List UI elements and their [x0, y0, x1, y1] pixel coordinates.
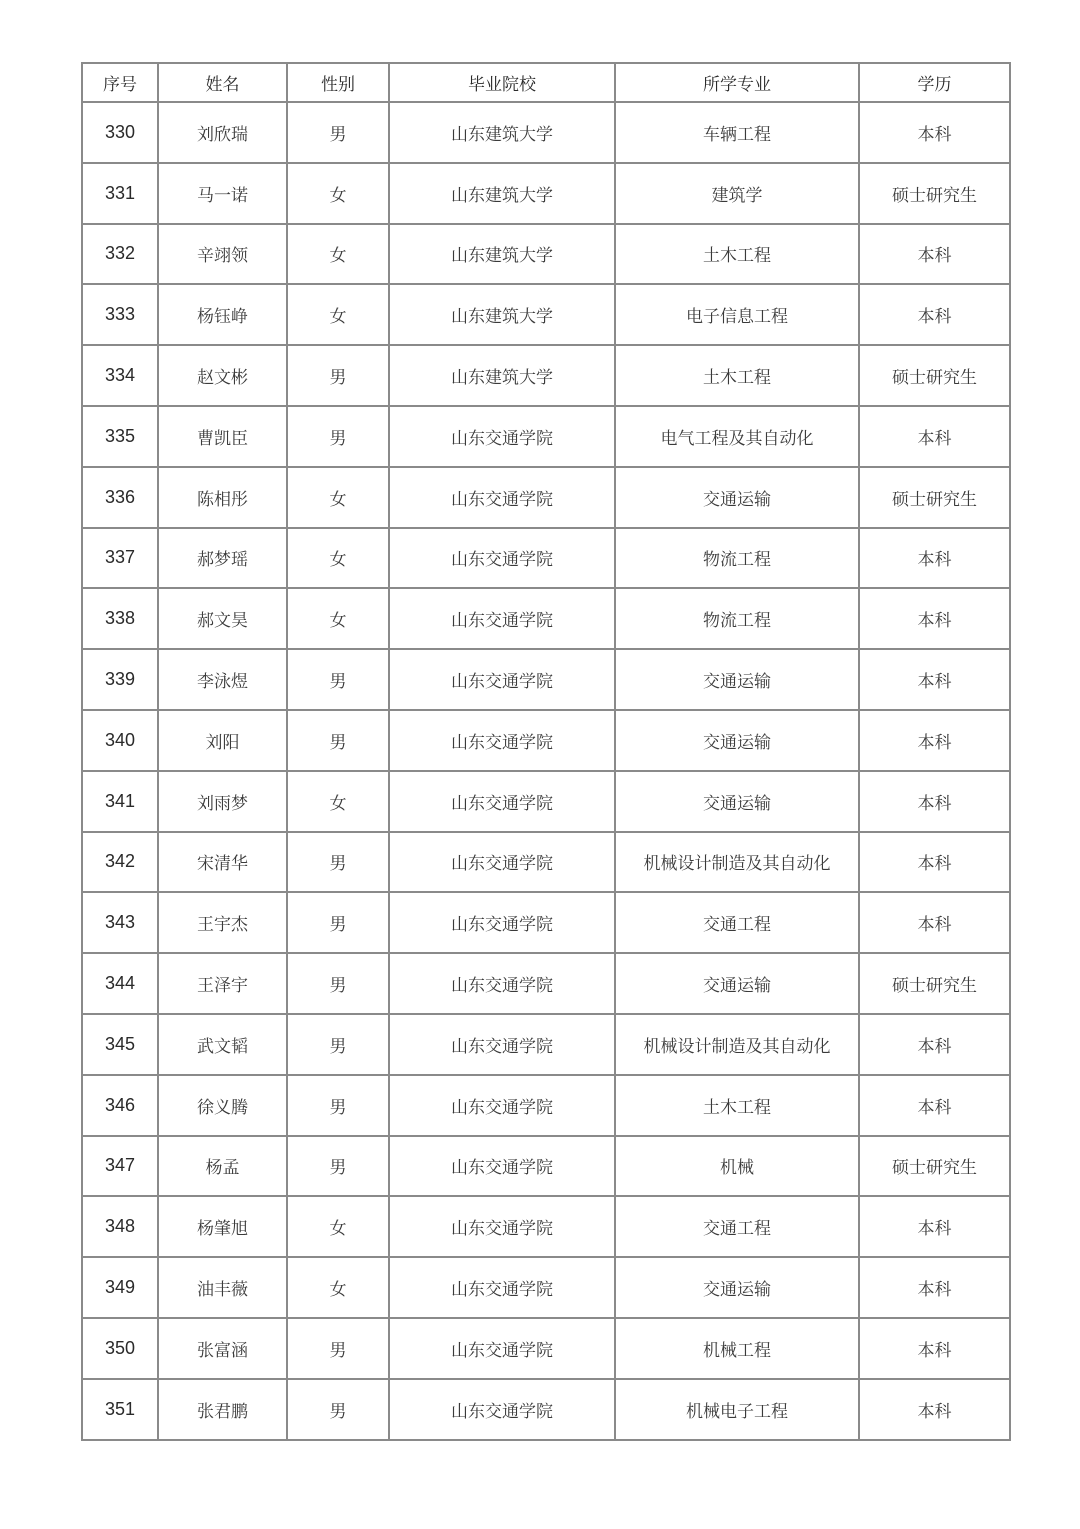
cell-serial-number: 345 — [82, 1014, 158, 1075]
cell-serial-number: 349 — [82, 1257, 158, 1318]
cell-major: 机械工程 — [615, 1318, 859, 1379]
cell-major: 土木工程 — [615, 345, 859, 406]
cell-serial-number: 334 — [82, 345, 158, 406]
cell-serial-number: 337 — [82, 528, 158, 589]
cell-graduate-school: 山东交通学院 — [389, 892, 615, 953]
cell-gender: 男 — [287, 1075, 389, 1136]
cell-education: 本科 — [859, 892, 1010, 953]
cell-name: 马一诺 — [158, 163, 287, 224]
table-row — [82, 224, 1010, 285]
graduate-roster-table — [81, 62, 1011, 1441]
cell-education: 硕士研究生 — [859, 1136, 1010, 1197]
table-row — [82, 1014, 1010, 1075]
cell-serial-number: 343 — [82, 892, 158, 953]
cell-graduate-school: 山东建筑大学 — [389, 163, 615, 224]
cell-gender: 男 — [287, 1379, 389, 1440]
cell-major: 交通运输 — [615, 1257, 859, 1318]
cell-gender: 男 — [287, 892, 389, 953]
cell-graduate-school: 山东建筑大学 — [389, 224, 615, 285]
header-major: 所学专业 — [615, 63, 859, 102]
cell-serial-number: 339 — [82, 649, 158, 710]
cell-gender: 女 — [287, 771, 389, 832]
cell-name: 李泳煜 — [158, 649, 287, 710]
cell-graduate-school: 山东交通学院 — [389, 588, 615, 649]
cell-major: 物流工程 — [615, 588, 859, 649]
cell-education: 硕士研究生 — [859, 467, 1010, 528]
cell-gender: 女 — [287, 528, 389, 589]
cell-major: 交通运输 — [615, 710, 859, 771]
cell-graduate-school: 山东交通学院 — [389, 1136, 615, 1197]
cell-gender: 男 — [287, 832, 389, 893]
cell-name: 辛翊领 — [158, 224, 287, 285]
cell-major: 交通工程 — [615, 1196, 859, 1257]
cell-gender: 女 — [287, 1257, 389, 1318]
cell-gender: 女 — [287, 163, 389, 224]
header-name: 姓名 — [158, 63, 287, 102]
cell-name: 陈相彤 — [158, 467, 287, 528]
cell-name: 刘欣瑞 — [158, 102, 287, 163]
cell-education: 本科 — [859, 284, 1010, 345]
cell-graduate-school: 山东交通学院 — [389, 1196, 615, 1257]
cell-major: 电气工程及其自动化 — [615, 406, 859, 467]
cell-name: 武文韬 — [158, 1014, 287, 1075]
cell-major: 交通运输 — [615, 953, 859, 1014]
cell-education: 本科 — [859, 1257, 1010, 1318]
cell-major: 车辆工程 — [615, 102, 859, 163]
cell-education: 硕士研究生 — [859, 163, 1010, 224]
cell-serial-number: 346 — [82, 1075, 158, 1136]
table-row — [82, 832, 1010, 893]
table-row — [82, 467, 1010, 528]
table-row — [82, 1136, 1010, 1197]
cell-name: 徐义腾 — [158, 1075, 287, 1136]
cell-name: 杨钰峥 — [158, 284, 287, 345]
header-serial-number: 序号 — [82, 63, 158, 102]
table-row — [82, 892, 1010, 953]
cell-education: 本科 — [859, 832, 1010, 893]
cell-name: 张君鹏 — [158, 1379, 287, 1440]
table-row — [82, 771, 1010, 832]
cell-major: 机械设计制造及其自动化 — [615, 1014, 859, 1075]
header-gender: 性别 — [287, 63, 389, 102]
cell-name: 刘阳 — [158, 710, 287, 771]
cell-major: 交通运输 — [615, 771, 859, 832]
cell-gender: 男 — [287, 1014, 389, 1075]
cell-education: 硕士研究生 — [859, 345, 1010, 406]
table-row — [82, 163, 1010, 224]
cell-name: 宋清华 — [158, 832, 287, 893]
cell-major: 建筑学 — [615, 163, 859, 224]
cell-major: 交通工程 — [615, 892, 859, 953]
cell-education: 本科 — [859, 649, 1010, 710]
cell-serial-number: 351 — [82, 1379, 158, 1440]
cell-education: 本科 — [859, 1379, 1010, 1440]
cell-education: 本科 — [859, 102, 1010, 163]
cell-serial-number: 340 — [82, 710, 158, 771]
table-row — [82, 710, 1010, 771]
cell-serial-number: 330 — [82, 102, 158, 163]
cell-serial-number: 333 — [82, 284, 158, 345]
cell-major: 机械 — [615, 1136, 859, 1197]
table-row — [82, 953, 1010, 1014]
cell-graduate-school: 山东交通学院 — [389, 406, 615, 467]
cell-gender: 女 — [287, 284, 389, 345]
cell-serial-number: 338 — [82, 588, 158, 649]
cell-education: 硕士研究生 — [859, 953, 1010, 1014]
table-row — [82, 102, 1010, 163]
table-row — [82, 1257, 1010, 1318]
cell-graduate-school: 山东建筑大学 — [389, 345, 615, 406]
cell-gender: 女 — [287, 588, 389, 649]
cell-graduate-school: 山东交通学院 — [389, 1318, 615, 1379]
cell-education: 本科 — [859, 588, 1010, 649]
cell-graduate-school: 山东交通学院 — [389, 710, 615, 771]
cell-serial-number: 335 — [82, 406, 158, 467]
cell-name: 杨孟 — [158, 1136, 287, 1197]
cell-gender: 女 — [287, 467, 389, 528]
cell-name: 曹凯臣 — [158, 406, 287, 467]
cell-gender: 男 — [287, 102, 389, 163]
cell-education: 本科 — [859, 710, 1010, 771]
cell-major: 交通运输 — [615, 467, 859, 528]
cell-serial-number: 336 — [82, 467, 158, 528]
cell-education: 本科 — [859, 1075, 1010, 1136]
cell-serial-number: 331 — [82, 163, 158, 224]
cell-education: 本科 — [859, 1196, 1010, 1257]
cell-name: 油丰薇 — [158, 1257, 287, 1318]
cell-graduate-school: 山东交通学院 — [389, 953, 615, 1014]
cell-major: 交通运输 — [615, 649, 859, 710]
cell-major: 土木工程 — [615, 224, 859, 285]
cell-graduate-school: 山东交通学院 — [389, 467, 615, 528]
cell-graduate-school: 山东建筑大学 — [389, 284, 615, 345]
cell-gender: 男 — [287, 953, 389, 1014]
cell-name: 张富涵 — [158, 1318, 287, 1379]
table-row — [82, 1196, 1010, 1257]
table-row — [82, 588, 1010, 649]
cell-name: 郝文昊 — [158, 588, 287, 649]
table-row — [82, 1075, 1010, 1136]
cell-name: 杨肇旭 — [158, 1196, 287, 1257]
cell-name: 郝梦瑶 — [158, 528, 287, 589]
cell-education: 本科 — [859, 771, 1010, 832]
cell-gender: 男 — [287, 649, 389, 710]
header-education: 学历 — [859, 63, 1010, 102]
cell-gender: 男 — [287, 1136, 389, 1197]
cell-graduate-school: 山东交通学院 — [389, 528, 615, 589]
cell-graduate-school: 山东交通学院 — [389, 649, 615, 710]
cell-serial-number: 350 — [82, 1318, 158, 1379]
cell-education: 本科 — [859, 528, 1010, 589]
cell-gender: 女 — [287, 224, 389, 285]
cell-graduate-school: 山东交通学院 — [389, 832, 615, 893]
cell-gender: 男 — [287, 406, 389, 467]
cell-serial-number: 348 — [82, 1196, 158, 1257]
table-row — [82, 528, 1010, 589]
cell-major: 物流工程 — [615, 528, 859, 589]
cell-graduate-school: 山东交通学院 — [389, 771, 615, 832]
cell-education: 本科 — [859, 406, 1010, 467]
table-row — [82, 345, 1010, 406]
cell-education: 本科 — [859, 1318, 1010, 1379]
table-row — [82, 1379, 1010, 1440]
cell-graduate-school: 山东建筑大学 — [389, 102, 615, 163]
table-row — [82, 1318, 1010, 1379]
table-header-row — [82, 63, 1010, 102]
cell-major: 机械设计制造及其自动化 — [615, 832, 859, 893]
cell-gender: 男 — [287, 1318, 389, 1379]
cell-graduate-school: 山东交通学院 — [389, 1257, 615, 1318]
cell-graduate-school: 山东交通学院 — [389, 1014, 615, 1075]
cell-serial-number: 342 — [82, 832, 158, 893]
cell-name: 刘雨梦 — [158, 771, 287, 832]
cell-major: 土木工程 — [615, 1075, 859, 1136]
cell-graduate-school: 山东交通学院 — [389, 1075, 615, 1136]
cell-major: 机械电子工程 — [615, 1379, 859, 1440]
cell-name: 王宇杰 — [158, 892, 287, 953]
cell-serial-number: 344 — [82, 953, 158, 1014]
cell-serial-number: 332 — [82, 224, 158, 285]
cell-gender: 女 — [287, 1196, 389, 1257]
cell-gender: 男 — [287, 710, 389, 771]
cell-graduate-school: 山东交通学院 — [389, 1379, 615, 1440]
cell-education: 本科 — [859, 1014, 1010, 1075]
cell-gender: 男 — [287, 345, 389, 406]
cell-education: 本科 — [859, 224, 1010, 285]
cell-serial-number: 347 — [82, 1136, 158, 1197]
table-row — [82, 649, 1010, 710]
table-row — [82, 284, 1010, 345]
cell-major: 电子信息工程 — [615, 284, 859, 345]
cell-name: 赵文彬 — [158, 345, 287, 406]
table-row — [82, 406, 1010, 467]
header-graduate-school: 毕业院校 — [389, 63, 615, 102]
cell-name: 王泽宇 — [158, 953, 287, 1014]
cell-serial-number: 341 — [82, 771, 158, 832]
